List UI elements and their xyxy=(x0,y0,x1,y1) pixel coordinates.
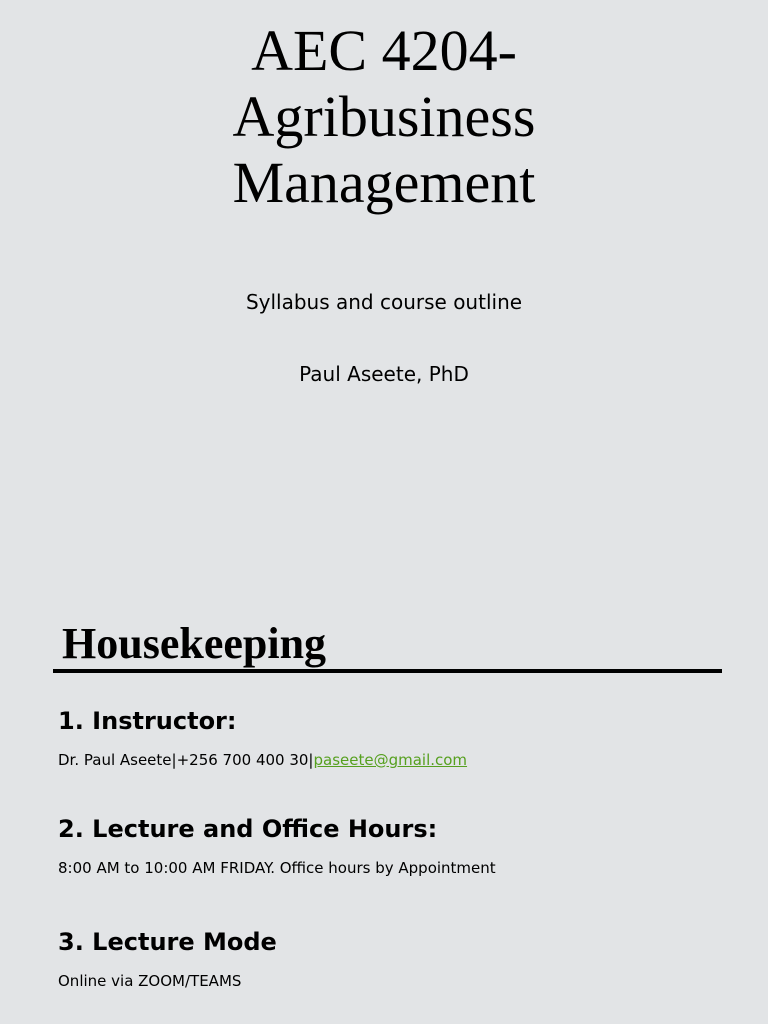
instructor-contact: Dr. Paul Aseete|+256 700 400 30| xyxy=(58,751,314,769)
course-title-line-2: Agribusiness xyxy=(232,84,536,149)
lecture-hours-details: 8:00 AM to 10:00 AM FRIDAY. Office hours by Appointment xyxy=(58,859,496,877)
instructor-email-link[interactable]: paseete@gmail.com xyxy=(313,751,468,769)
author-name: Paul Aseete, PhD xyxy=(299,362,469,386)
course-title xyxy=(0,18,768,216)
instructor-details xyxy=(58,750,467,770)
section-heading: Housekeeping xyxy=(62,619,327,668)
lecture-mode-details: Online via ZOOM/TEAMS xyxy=(58,972,242,990)
course-title-line-1: AEC 4204- xyxy=(251,18,517,83)
instructor-heading: 1. Instructor: xyxy=(58,707,237,735)
course-title-line-3: Management xyxy=(232,150,536,215)
heading-underline xyxy=(53,669,722,673)
lecture-hours-heading: 2. Lecture and Office Hours: xyxy=(58,815,438,843)
lecture-mode-heading: 3. Lecture Mode xyxy=(58,928,277,956)
subtitle: Syllabus and course outline xyxy=(245,290,523,314)
